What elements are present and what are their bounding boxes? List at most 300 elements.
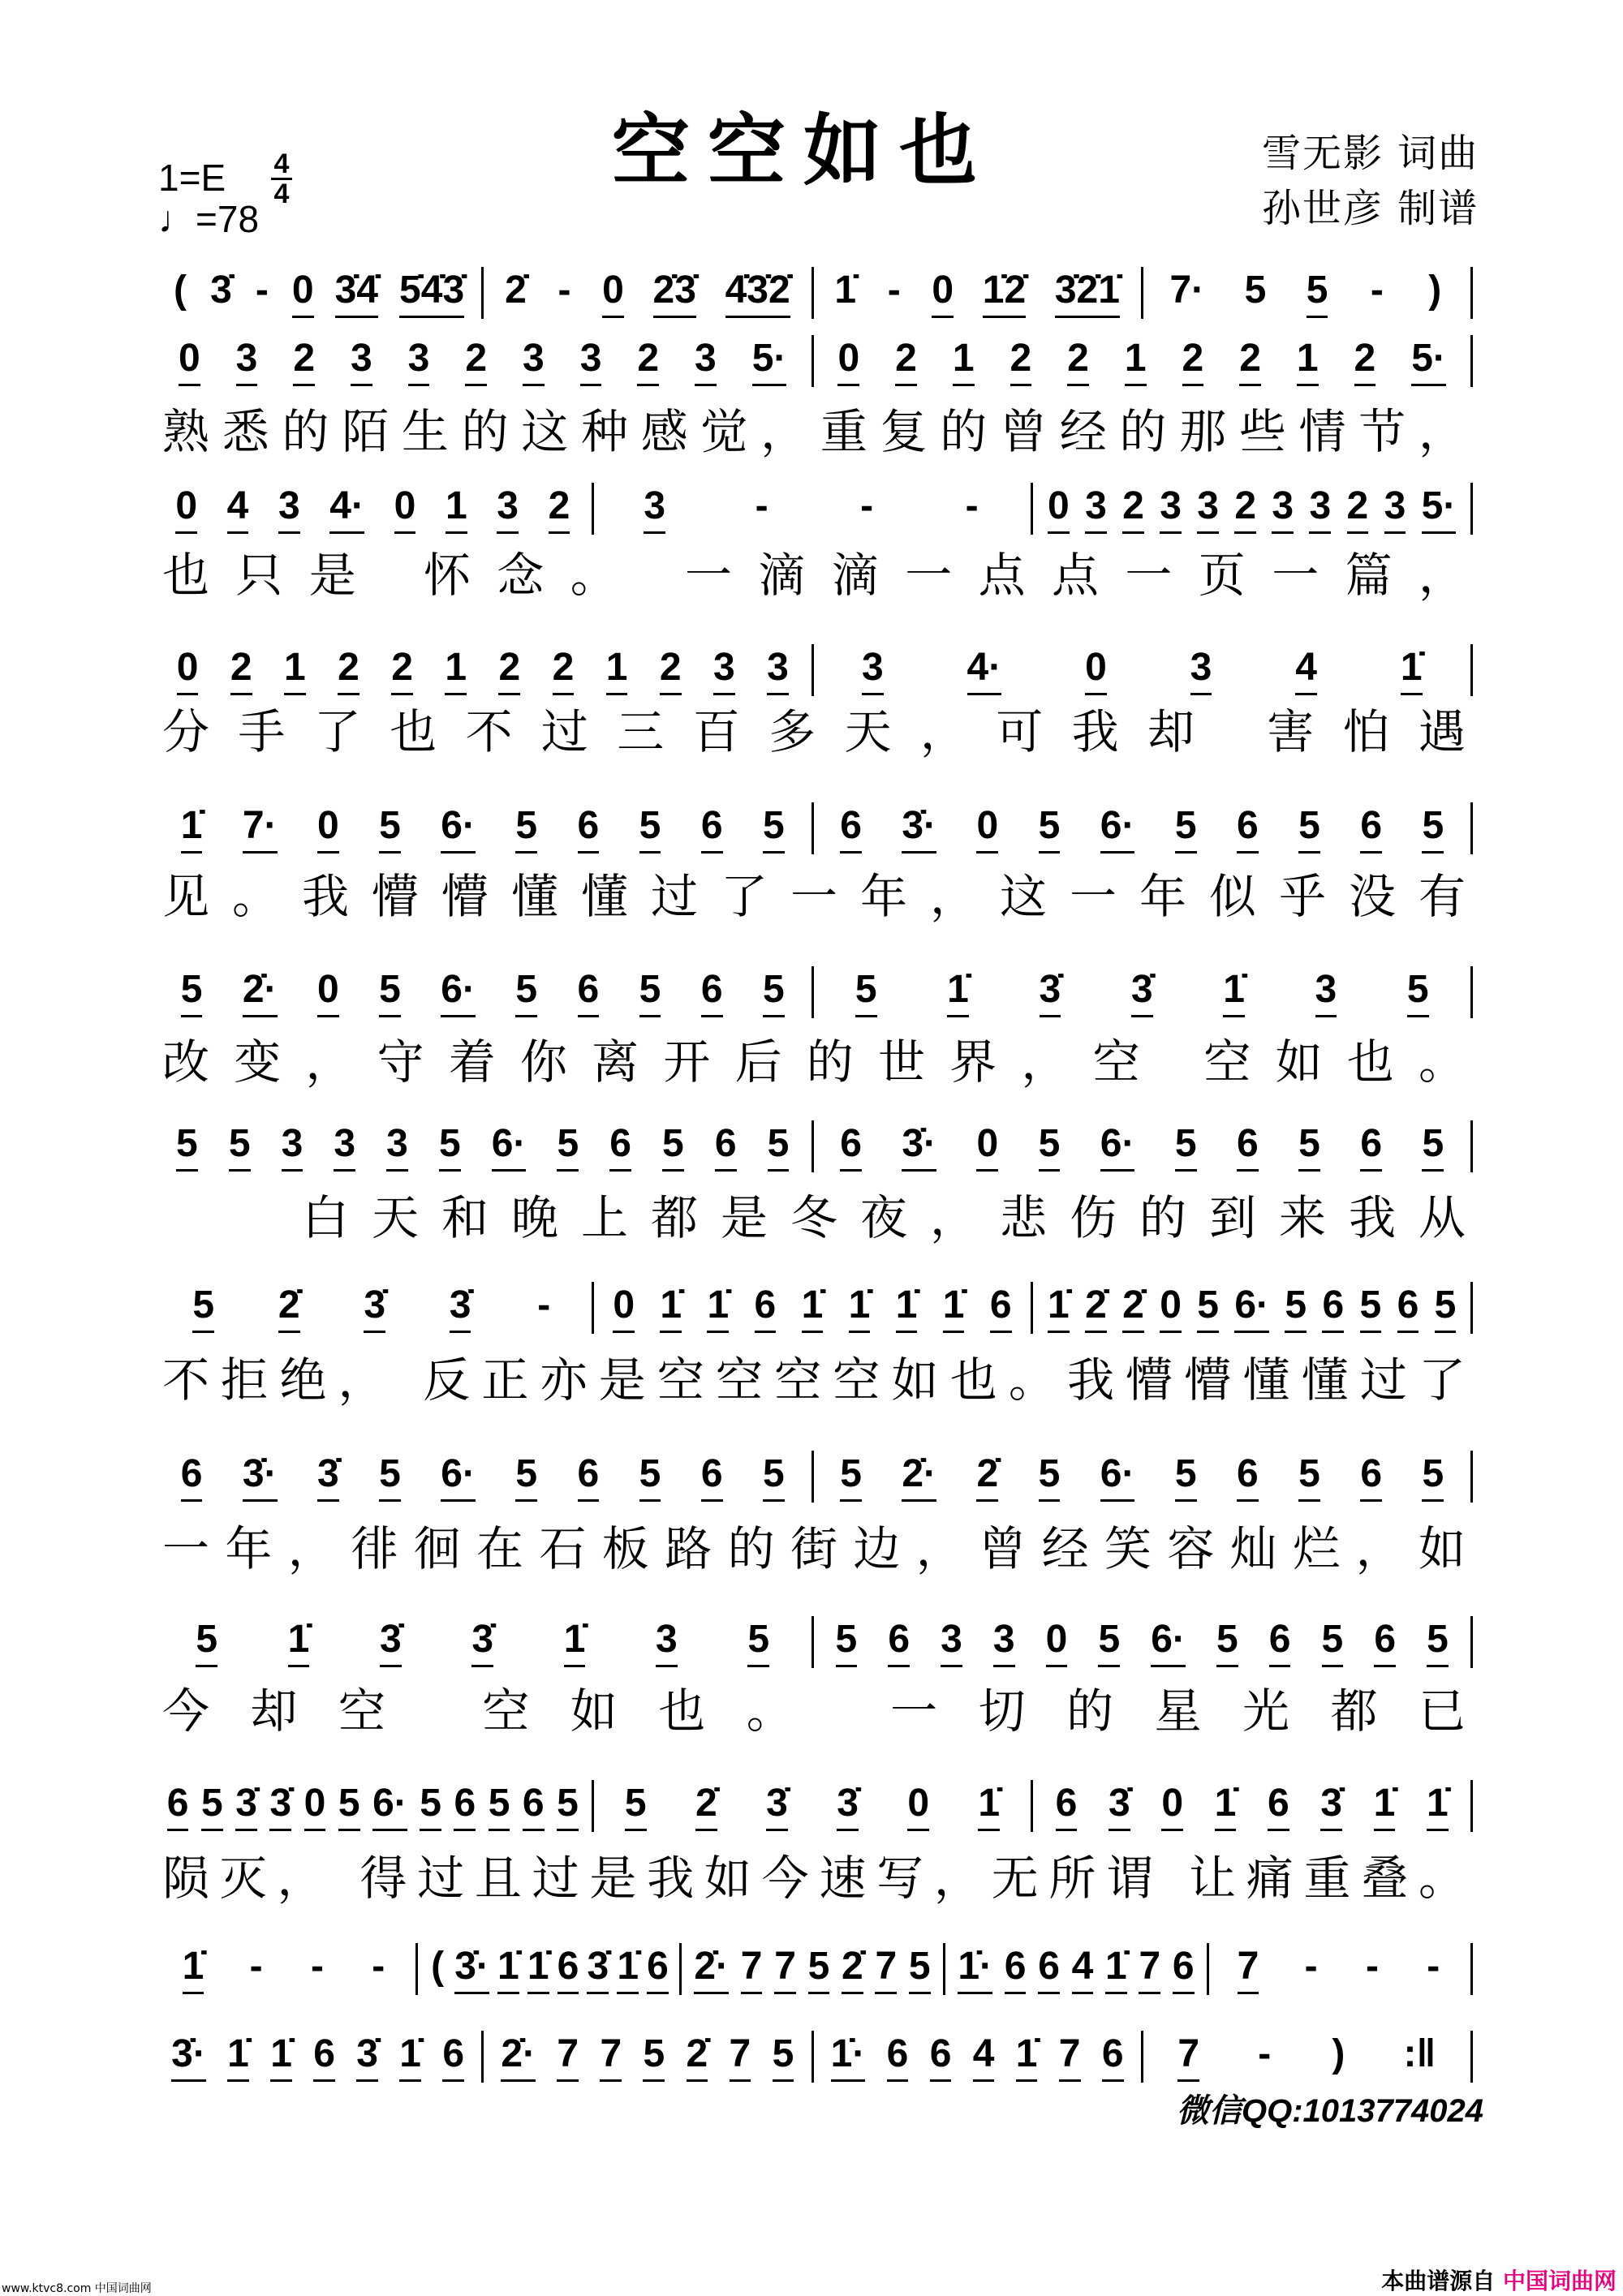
note: 7·	[243, 803, 278, 853]
note: 5	[836, 1617, 858, 1667]
note: 1̇	[1105, 1944, 1127, 1994]
note: 2	[1067, 336, 1089, 386]
note: 1̇	[1048, 1283, 1070, 1333]
bar-line	[1470, 2031, 1473, 2083]
note: 5	[639, 967, 661, 1017]
note: 2̇3̇	[653, 268, 696, 318]
note: 1	[1125, 336, 1147, 386]
note: 6	[701, 1451, 723, 1502]
note: 5	[196, 1617, 217, 1667]
note: 3	[941, 1617, 962, 1667]
note: 2	[637, 336, 659, 386]
note: 1	[606, 645, 628, 695]
note: 2̇	[1122, 1283, 1144, 1333]
measure	[594, 484, 1031, 534]
note: 5	[515, 967, 537, 1017]
note: 0	[837, 336, 859, 386]
note: 4·	[967, 645, 1002, 695]
note: 6	[578, 803, 600, 853]
transcriber: 孙世彦 制谱	[1262, 186, 1479, 231]
note: 2	[293, 336, 315, 386]
note: 6	[1237, 803, 1259, 853]
notation-row	[154, 642, 1473, 699]
note: 1̇	[227, 2032, 249, 2082]
lyrics-line: 一年，徘徊在石板路的街边，曾经笑容灿烂，如	[162, 1521, 1469, 1576]
key-signature: 1=E	[158, 157, 226, 199]
bar-line	[1470, 1282, 1473, 1334]
note: 6·	[441, 803, 476, 853]
note: 0	[932, 268, 954, 318]
time-sig-top: 4	[273, 148, 290, 179]
lyrics-line: 今却空 空如也。 一切的星光都已	[162, 1683, 1469, 1739]
measure	[814, 2032, 1141, 2082]
measure	[418, 1944, 679, 1994]
note: 1̇	[617, 1944, 639, 1994]
note: 3	[408, 336, 430, 386]
note: 1̇	[943, 1283, 965, 1333]
note: 3̇	[766, 1781, 788, 1831]
note: 5	[1360, 1283, 1382, 1333]
note: 3	[1384, 484, 1406, 534]
notation-row	[154, 1279, 1473, 1336]
note: 1̇	[660, 1283, 682, 1333]
note: 6	[1056, 1781, 1078, 1831]
note: 6	[1322, 1283, 1344, 1333]
note: -	[1427, 1945, 1440, 1988]
note: 1̇	[802, 1283, 824, 1333]
note: 3	[1085, 484, 1107, 534]
note: 5	[1244, 269, 1267, 312]
measure	[1033, 1283, 1470, 1333]
note: 5	[1298, 1451, 1320, 1502]
note: 0	[1048, 484, 1070, 534]
note: 3	[695, 336, 717, 386]
note: 3	[386, 1121, 408, 1172]
measure	[1209, 1944, 1470, 1994]
note: 2	[549, 484, 570, 534]
note: 5	[840, 1451, 862, 1502]
note: 3̇2̇1̇	[1055, 268, 1120, 318]
time-signature	[271, 150, 292, 208]
bar-line	[1470, 1616, 1473, 1668]
note: 5	[420, 1781, 441, 1831]
notation-row	[154, 1118, 1473, 1175]
note: 6	[888, 1617, 910, 1667]
note: 0	[1046, 1617, 1068, 1667]
tempo-marking: ♩=78	[158, 198, 260, 240]
note: 5	[643, 2032, 665, 2082]
note: 1̇	[1401, 645, 1423, 695]
note: 2	[230, 645, 252, 695]
note: 6	[454, 1781, 476, 1831]
note: 2	[553, 645, 575, 695]
note: 0	[394, 484, 416, 534]
measure	[154, 1781, 592, 1831]
measure	[1033, 484, 1470, 534]
note: 5	[176, 1121, 198, 1172]
note: 7	[875, 1944, 897, 1994]
note: 2	[338, 645, 359, 695]
note: 1̇	[707, 1283, 729, 1333]
note: 5	[1175, 1121, 1197, 1172]
note: -	[1304, 1945, 1318, 1988]
note: 5	[1039, 1451, 1061, 1502]
measure	[154, 336, 812, 386]
note: 3	[523, 336, 545, 386]
note: 1̇2̇	[983, 268, 1026, 318]
note: )	[1428, 269, 1442, 312]
note: 0	[175, 484, 197, 534]
note: 3	[644, 484, 665, 534]
note: 1	[445, 645, 467, 695]
note: 6	[840, 1121, 862, 1172]
note: 6	[840, 803, 862, 853]
note: 5	[1098, 1617, 1120, 1667]
note: 6	[1360, 1121, 1382, 1172]
measure	[814, 1121, 1471, 1172]
note: 3̇	[356, 2032, 378, 2082]
note: 1̇·	[958, 1944, 992, 1994]
note: 5	[1216, 1617, 1238, 1667]
note: 1̇	[1374, 1781, 1396, 1831]
note: 3	[862, 645, 884, 695]
note: 5	[1422, 1451, 1444, 1502]
note: 0	[1161, 1781, 1183, 1831]
note: 6·	[1100, 803, 1135, 853]
measure	[154, 645, 812, 695]
note: 3	[497, 484, 519, 534]
notation-row	[154, 1614, 1473, 1670]
note: 4	[1295, 645, 1317, 695]
note: 5·	[1422, 484, 1457, 534]
note: 5	[625, 1781, 647, 1831]
note: 3	[236, 336, 258, 386]
note: :‖	[1403, 2032, 1436, 2075]
bar-line	[1470, 1780, 1473, 1832]
measure	[594, 1283, 1031, 1333]
note: 5	[379, 1451, 401, 1502]
note: 6	[701, 967, 723, 1017]
note: 0	[602, 268, 624, 318]
note: 3̇4̇	[335, 268, 378, 318]
note: 6	[1268, 1781, 1289, 1831]
note: 3	[1272, 484, 1294, 534]
note: 6	[887, 2032, 909, 2082]
note: 0	[1085, 645, 1107, 695]
measure	[945, 1944, 1207, 1994]
note: 5·	[1411, 336, 1446, 386]
note: 7	[774, 1944, 796, 1994]
measure	[154, 268, 481, 318]
measure	[814, 967, 1471, 1017]
note: 2	[895, 336, 917, 386]
note: 7	[1177, 2032, 1199, 2082]
note: -	[310, 1945, 324, 1988]
note: 5	[909, 1944, 931, 1994]
note: 3	[278, 484, 300, 534]
note: 6	[578, 967, 600, 1017]
note: -	[558, 269, 571, 312]
note: 6	[1397, 1283, 1419, 1333]
bar-line	[1470, 1120, 1473, 1172]
note: 5	[763, 803, 785, 853]
note: 4̇3̇2̇	[725, 268, 790, 318]
note: 2	[1122, 484, 1144, 534]
note: 2̇·	[501, 2032, 536, 2082]
note: 4	[227, 484, 249, 534]
measure	[1033, 1781, 1470, 1831]
note: 6	[181, 1451, 203, 1502]
measure	[814, 1451, 1471, 1502]
note: -	[372, 1945, 385, 1988]
note: 7	[730, 2032, 751, 2082]
note: 6	[1360, 1451, 1382, 1502]
note: 5	[1435, 1283, 1457, 1333]
bar-line	[1470, 1451, 1473, 1503]
note: 5	[763, 967, 785, 1017]
note: 3̇	[235, 1781, 257, 1831]
measure	[154, 803, 812, 853]
notation-row	[154, 480, 1473, 537]
note: 5	[181, 967, 203, 1017]
note: 1̇	[527, 1944, 549, 1994]
note: 2̇	[1085, 1283, 1107, 1333]
measure	[814, 336, 1471, 386]
note: 2̇·	[694, 1944, 729, 1994]
note: 3	[1190, 645, 1212, 695]
note: 6·	[441, 967, 476, 1017]
note: 2	[1234, 484, 1256, 534]
measure	[154, 967, 812, 1017]
note: 5	[1175, 803, 1197, 853]
note: -	[537, 1283, 551, 1326]
note: 6	[715, 1121, 737, 1172]
note: 2̇·	[243, 967, 278, 1017]
note: 1̇	[1223, 967, 1245, 1017]
note: 2̇	[695, 1781, 717, 1831]
note: 3	[282, 1121, 304, 1172]
note: 3̇	[450, 1283, 471, 1333]
note: 1̇	[399, 2032, 421, 2082]
note: 1̇	[564, 1617, 586, 1667]
note: 6	[167, 1781, 189, 1831]
note: 6·	[1234, 1283, 1269, 1333]
measure	[154, 2032, 481, 2082]
note: 3̇	[587, 1944, 609, 1994]
source-prefix: 本曲谱源自	[1381, 2268, 1496, 2294]
note: 5	[747, 1617, 769, 1667]
lyrics-line: 见。我懵懵懂懂过了一年，这一年似乎没有	[162, 869, 1469, 924]
measure	[682, 1944, 943, 1994]
note: 7	[1238, 1944, 1259, 1994]
note: 3̇·	[454, 1944, 489, 1994]
note: 1̇	[849, 1283, 871, 1333]
note: 6	[442, 2032, 464, 2082]
note: 3̇	[364, 1283, 385, 1333]
note: 3̇·	[243, 1451, 278, 1502]
note: 5	[557, 1781, 579, 1831]
note: 2	[1239, 336, 1261, 386]
bar-line	[1470, 335, 1473, 387]
note: 6·	[372, 1781, 407, 1831]
note: 1̇	[288, 1617, 310, 1667]
note: 4	[1072, 1944, 1094, 1994]
lyrics-line: 不拒绝， 反正亦是空空空空如也。我懵懵懂懂过了	[162, 1352, 1469, 1408]
note: 1̇	[181, 803, 203, 853]
note: 6	[930, 2032, 952, 2082]
note: 3̇·	[902, 1121, 936, 1172]
note: 5	[1422, 803, 1444, 853]
note: 5	[338, 1781, 360, 1831]
note: 3̇	[1040, 967, 1061, 1017]
note: 3	[1309, 484, 1331, 534]
note: 1̇	[896, 1283, 918, 1333]
note: 2̇	[505, 269, 527, 312]
note: 5̇4̇3̇	[399, 268, 464, 318]
measure	[154, 484, 592, 534]
note: 6·	[1100, 1451, 1135, 1502]
note: 1̇	[1427, 1781, 1449, 1831]
note: 1̇	[1215, 1781, 1237, 1831]
note: 5	[489, 1781, 510, 1831]
note: 0	[976, 1121, 998, 1172]
note: 2̇·	[902, 1451, 936, 1502]
note: 5	[1427, 1617, 1449, 1667]
note: 7·	[1169, 269, 1205, 312]
note: 6	[1374, 1617, 1396, 1667]
note: 5	[1298, 803, 1320, 853]
note: 5	[1322, 1617, 1344, 1667]
note: 1̇	[270, 2032, 292, 2082]
note: -	[755, 484, 768, 527]
note: 6	[1237, 1121, 1259, 1172]
note: 6	[1173, 1944, 1195, 1994]
note: 3̇·	[902, 803, 936, 853]
measure	[1143, 2032, 1470, 2082]
note: 3	[351, 336, 372, 386]
lyrics-line: 熟悉的陌生的这种感觉，重复的曾经的那些情节，	[162, 404, 1469, 459]
note: 6	[1269, 1617, 1291, 1667]
note: )	[1332, 2032, 1345, 2075]
note: 5	[1039, 803, 1061, 853]
note: 1̇	[1016, 2032, 1038, 2082]
lyricist-composer: 雪无影 词曲	[1262, 131, 1479, 176]
song-title: 空空如也	[612, 105, 995, 196]
time-sig-bottom: 4	[273, 178, 290, 209]
note: 3	[1315, 967, 1337, 1017]
note: 5	[229, 1121, 251, 1172]
note: -	[1258, 2032, 1272, 2075]
bar-line	[1470, 1943, 1473, 1995]
measure	[484, 268, 811, 318]
measure	[154, 1944, 415, 1994]
note: 4	[973, 2032, 995, 2082]
note: 3	[656, 1617, 678, 1667]
notation-row	[154, 1778, 1473, 1834]
measure	[154, 1451, 812, 1502]
note: 5	[379, 803, 401, 853]
note: -	[965, 484, 979, 527]
note: 3	[1160, 484, 1182, 534]
note: 0	[613, 1283, 635, 1333]
note: 5·	[752, 336, 787, 386]
note: 3̇	[471, 1617, 493, 1667]
note: 0	[292, 268, 314, 318]
measure	[154, 1617, 812, 1667]
note: 3̇	[269, 1781, 291, 1831]
note: -	[249, 1945, 263, 1988]
note: 5	[379, 967, 401, 1017]
note: 1	[284, 645, 306, 695]
note: 2	[1182, 336, 1204, 386]
note: 6·	[492, 1121, 527, 1172]
lyrics-line: 也只是 怀念。 一滴滴一点点一页一篇，	[162, 548, 1469, 603]
note: 5	[662, 1121, 684, 1172]
note: 3	[713, 645, 735, 695]
measure	[484, 2032, 811, 2082]
note: 5	[768, 1121, 790, 1172]
note: 0	[177, 645, 199, 695]
note: 0	[304, 1781, 326, 1831]
note: 3̇	[210, 269, 232, 312]
measure	[814, 645, 1471, 695]
lyrics-line: 陨灭， 得过且过是我如今速写，无所谓 让痛重叠。	[162, 1851, 1469, 1906]
note: 5	[515, 803, 537, 853]
bar-line	[1470, 644, 1473, 696]
note: 5	[763, 1451, 785, 1502]
note: (	[174, 269, 187, 312]
note: 6	[523, 1781, 545, 1831]
note: 3̇	[380, 1617, 402, 1667]
note: 3̇	[837, 1781, 859, 1831]
note: 6	[701, 803, 723, 853]
note: 3̇	[1320, 1781, 1342, 1831]
note: 5	[773, 2032, 794, 2082]
notation-row	[154, 1448, 1473, 1505]
note: 1	[446, 484, 467, 534]
note: 7	[600, 2032, 622, 2082]
measure	[814, 803, 1471, 853]
measure	[1143, 268, 1470, 318]
note: 6	[1038, 1944, 1060, 1994]
bar-line	[1470, 483, 1473, 535]
lyrics-line: 分手了也不过三百多天，可我却 害怕遇	[162, 704, 1469, 759]
note: 0	[317, 967, 339, 1017]
note: 2̇	[278, 1283, 300, 1333]
note: 3	[580, 336, 602, 386]
note: 3	[1197, 484, 1219, 534]
note: 2	[391, 645, 413, 695]
note: 6·	[1100, 1121, 1135, 1172]
source-credit	[1381, 2264, 1617, 2296]
note: 5	[1285, 1283, 1307, 1333]
note: 5	[192, 1283, 214, 1333]
note: (	[431, 1945, 445, 1988]
note: 1̇	[978, 1781, 1000, 1831]
note: 0	[976, 803, 998, 853]
bar-line	[1470, 267, 1473, 319]
note: 2	[1010, 336, 1032, 386]
note: -	[255, 269, 269, 312]
note: 3̇	[317, 1451, 339, 1502]
note: 1̇·	[831, 2032, 866, 2082]
note: 6	[990, 1283, 1012, 1333]
note: 6	[1360, 803, 1382, 853]
note: 7	[1139, 1944, 1160, 1994]
note: 2	[498, 645, 520, 695]
note: -	[860, 484, 874, 527]
note: 3̇	[1131, 967, 1153, 1017]
